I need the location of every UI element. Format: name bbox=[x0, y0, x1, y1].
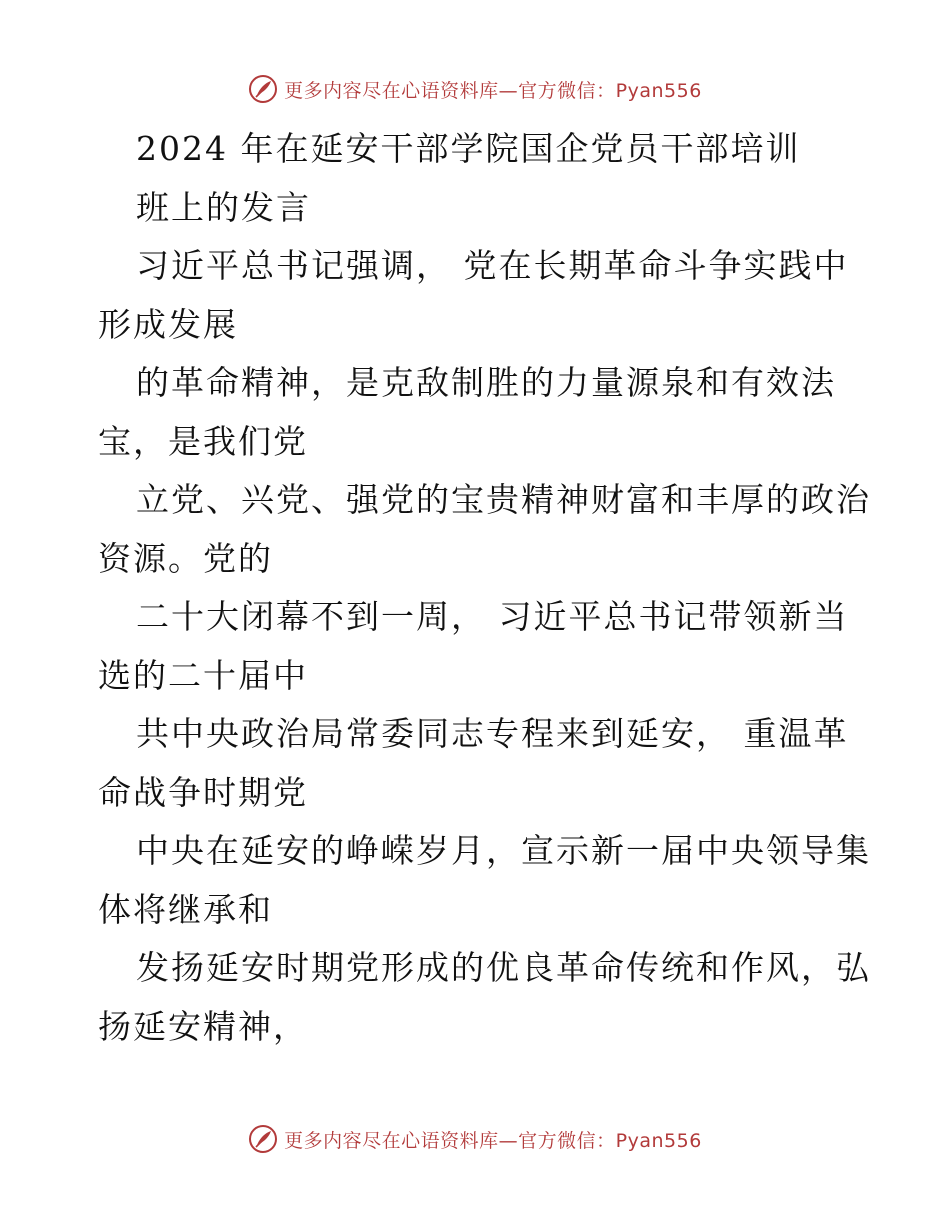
text-line: 二十大闭幕不到一周， 习近平总书记带领新当 bbox=[136, 597, 849, 636]
text-line: 选的二十届中 bbox=[98, 655, 308, 695]
footer-watermark bbox=[0, 1124, 950, 1154]
header-watermark bbox=[0, 74, 950, 104]
text-line: 发扬延安时期党形成的优良革命传统和作风，弘 bbox=[136, 948, 871, 987]
quill-logo-icon bbox=[248, 1124, 278, 1154]
text-line: 中央在延安的峥嵘岁月，宣示新一届中央领导集 bbox=[136, 831, 871, 870]
text-line: 习近平总书记强调， 党在长期革命斗争实践中 bbox=[136, 246, 849, 285]
text-line: 班上的发言 bbox=[136, 187, 311, 227]
text-line: 体将继承和 bbox=[98, 889, 273, 929]
text-line: 宝，是我们党 bbox=[98, 421, 308, 461]
text-line: 2024 年在延安干部学院国企党员干部培训 bbox=[136, 129, 801, 168]
text-line: 的革命精神，是克敌制胜的力量源泉和有效法 bbox=[136, 363, 836, 402]
text-line: 立党、兴党、强党的宝贵精神财富和丰厚的政治 bbox=[136, 480, 871, 519]
watermark-text: 更多内容尽在心语资料库—官方微信：Pyan556 bbox=[284, 1129, 702, 1152]
quill-logo-icon bbox=[248, 74, 278, 104]
text-line: 命战争时期党 bbox=[98, 772, 308, 812]
text-line: 扬延安精神， bbox=[98, 1006, 308, 1046]
document-body bbox=[98, 120, 871, 1056]
text-line: 形成发展 bbox=[98, 304, 238, 344]
watermark-text: 更多内容尽在心语资料库—官方微信：Pyan556 bbox=[284, 79, 702, 102]
text-line: 共中央政治局常委同志专程来到延安， 重温革 bbox=[136, 714, 849, 753]
text-line: 资源。党的 bbox=[98, 538, 273, 578]
